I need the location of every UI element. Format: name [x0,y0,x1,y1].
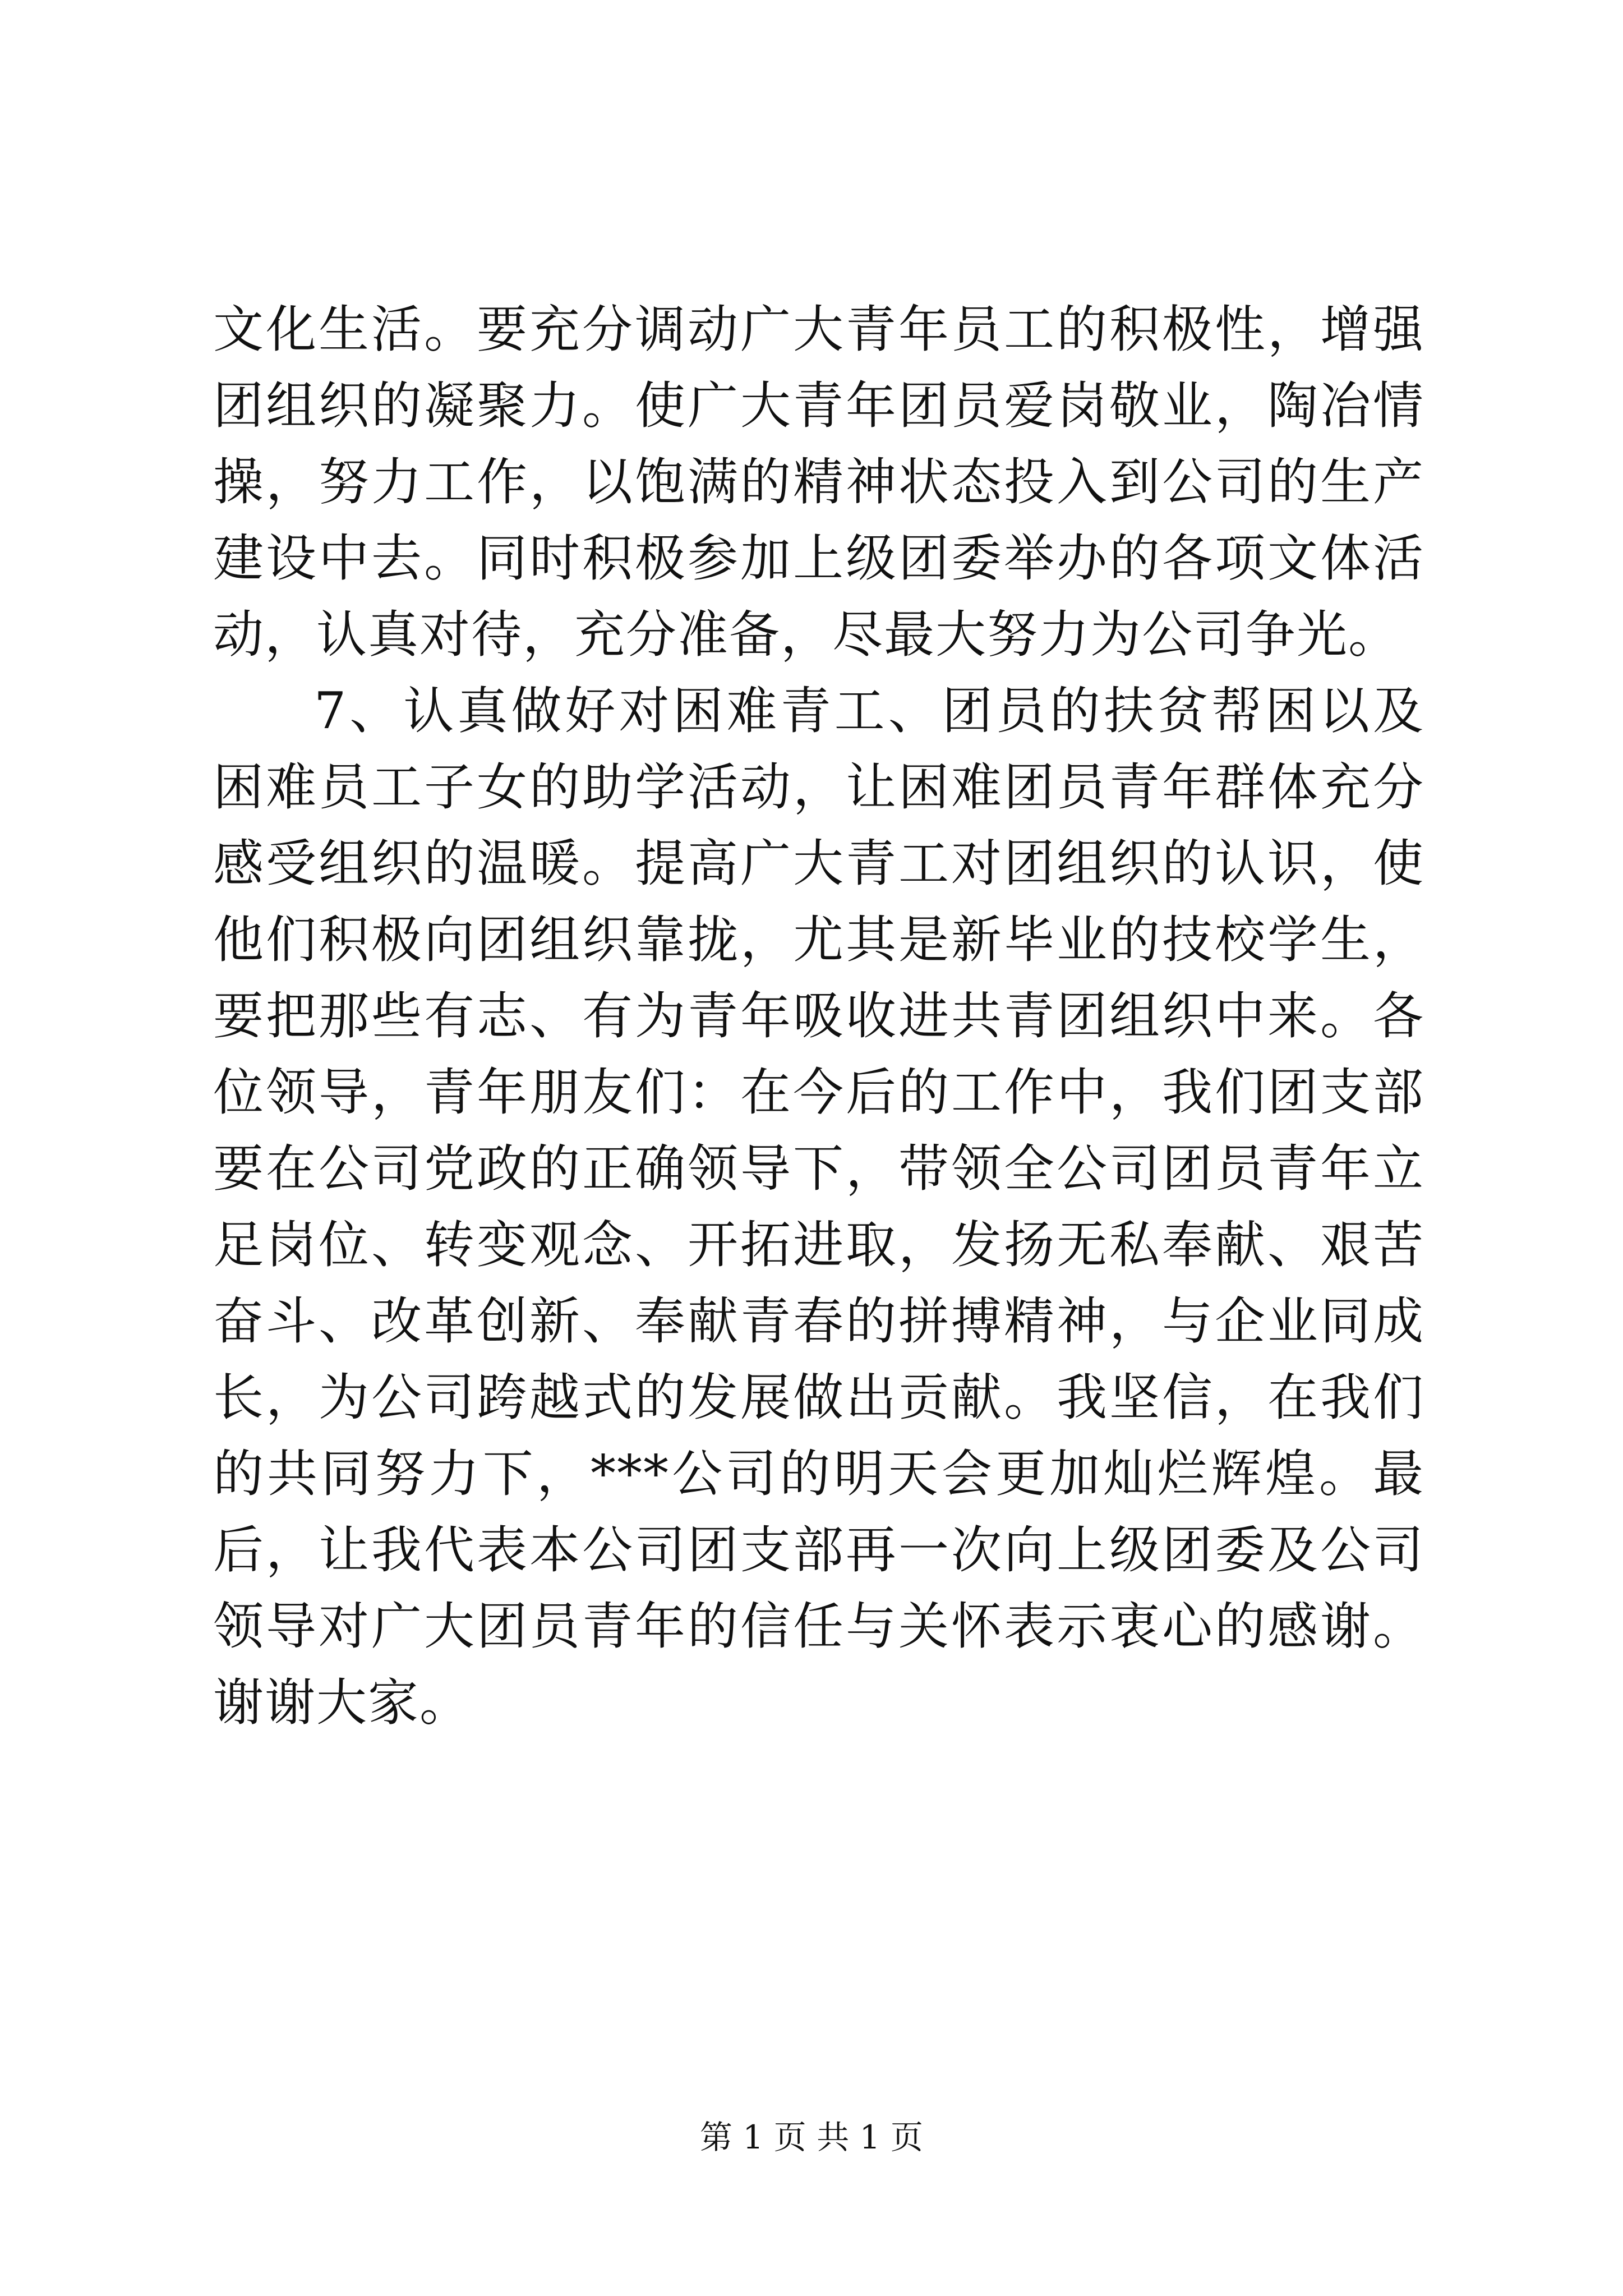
page-footer: 第 1 页 共 1 页 [700,2118,923,2156]
document-body [213,292,1424,1741]
paragraph-continuation: 文化生活。要充分调动广大青年员工的积极性，增强团组织的凝聚力。使广大青年团员爱岗敬业，陶冶情操，努力工作，以饱满的精神状态投入到公司的生产建设中去。同时积极参加上级团委举办的各项文体活动，认真对待，充分准备，尽最大努力为公司争光。 [213,300,1424,664]
paragraph-item-7: 7、认真做好对困难青工、团员的扶贫帮困以及困难员工子女的助学活动，让困难团员青年群体充分感受组织的温暖。提高广大青工对团组织的认识，使他们积极向团组织靠拢，尤其是新毕业的技校学生，要把那些有志、有为青年吸收进共青团组织中来。各位领导，青年朋友们：在今后的工作中，我们团支部要在公司党政的正确领导下，带领全公司团员青年立足岗位、转变观念、开拓进取，发扬无私奉献、艰苦奋斗、改革创新、奉献青春的拼搏精神，与企业同成长，为公司跨越式的发展做出贡献。我坚信，在我们的共同努力下，***公司的明天会更加灿烂辉煌。最后，让我代表本公司团支部再一次向上级团委及公司领导对广大团员青年的信任与关怀表示衷心的感谢。谢谢大家。 [213,682,1424,1732]
